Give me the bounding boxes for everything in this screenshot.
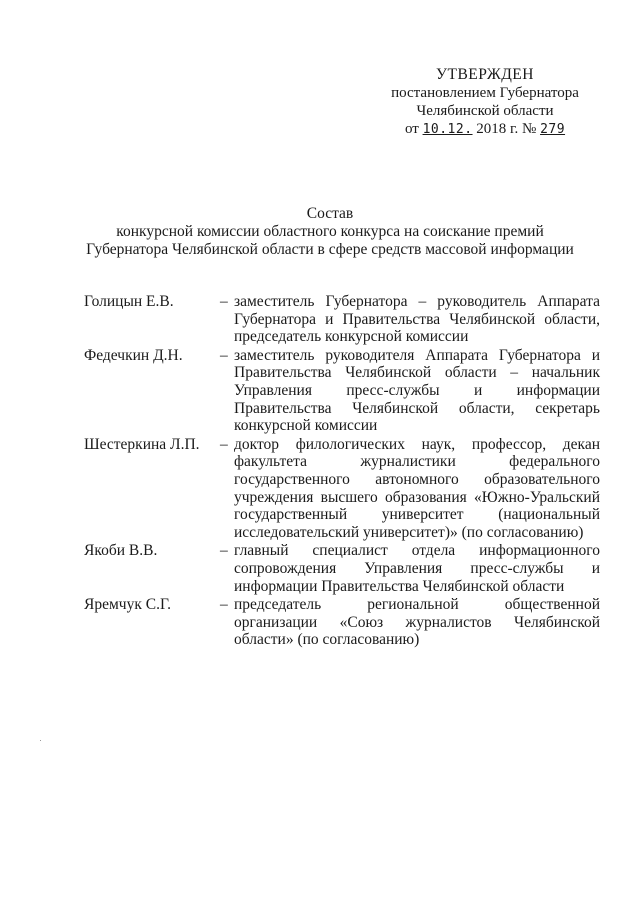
member-row	[84, 436, 600, 542]
approval-line-1: постановлением Губернатора	[391, 85, 579, 101]
member-name: Яремчук С.Г.	[84, 596, 172, 614]
member-dash: –	[220, 542, 228, 560]
scan-speck	[40, 740, 41, 741]
date-value: 10.12.	[422, 122, 473, 137]
member-row	[84, 596, 600, 649]
approval-date-line	[380, 120, 590, 139]
member-description: заместитель руководителя Аппарата Губернатора и Правительства Челябинской области – начальник Управления пресс-службы и информации Правительства Челябинской области, секретарь конкурсной комиссии	[234, 346, 600, 435]
member-description: доктор филологических наук, профессор, декан факультета журналистики федерального государственного автономного образовательного учреждения высшего образования «Южно-Уральский государственный университет (национальный исследовательский университет)» (по согласованию)	[234, 435, 600, 541]
approval-line-2: Челябинской области	[416, 103, 554, 119]
approval-heading: УТВЕРЖДЕН	[436, 66, 534, 83]
member-dash: –	[220, 596, 228, 614]
approval-block	[380, 66, 590, 139]
member-name: Федечкин Д.Н.	[84, 346, 183, 364]
member-dash: –	[220, 435, 228, 453]
member-name: Якоби В.В.	[84, 542, 158, 560]
member-description: председатель региональной общественной организации «Союз журналистов Челябинской области» (по согласованию)	[234, 596, 600, 649]
member-row	[84, 347, 600, 435]
title-line-2: конкурсной комиссии областного конкурса на соискание премий	[116, 223, 544, 240]
title-line-3: Губернатора Челябинской области в сфере средств массовой информации	[86, 241, 574, 258]
date-suffix: 2018 г. №	[476, 121, 537, 137]
member-description: заместитель Губернатора – руководитель Аппарата Губернатора и Правительства Челябинской области, председатель конкурсной комиссии	[234, 293, 600, 346]
member-name: Шестеркина Л.П.	[84, 435, 200, 453]
member-description: главный специалист отдела информационного сопровождения Управления пресс-службы и информации Правительства Челябинской области	[234, 542, 600, 595]
document-number: 279	[540, 122, 566, 137]
member-dash: –	[220, 293, 228, 310]
date-prefix: от	[404, 121, 419, 137]
member-dash: –	[220, 346, 228, 364]
document-title	[60, 205, 600, 259]
title-line-1: Состав	[306, 205, 354, 222]
members-list	[84, 293, 600, 650]
member-row	[84, 293, 600, 346]
member-name: Голицын Е.В.	[84, 293, 174, 310]
member-row	[84, 542, 600, 595]
